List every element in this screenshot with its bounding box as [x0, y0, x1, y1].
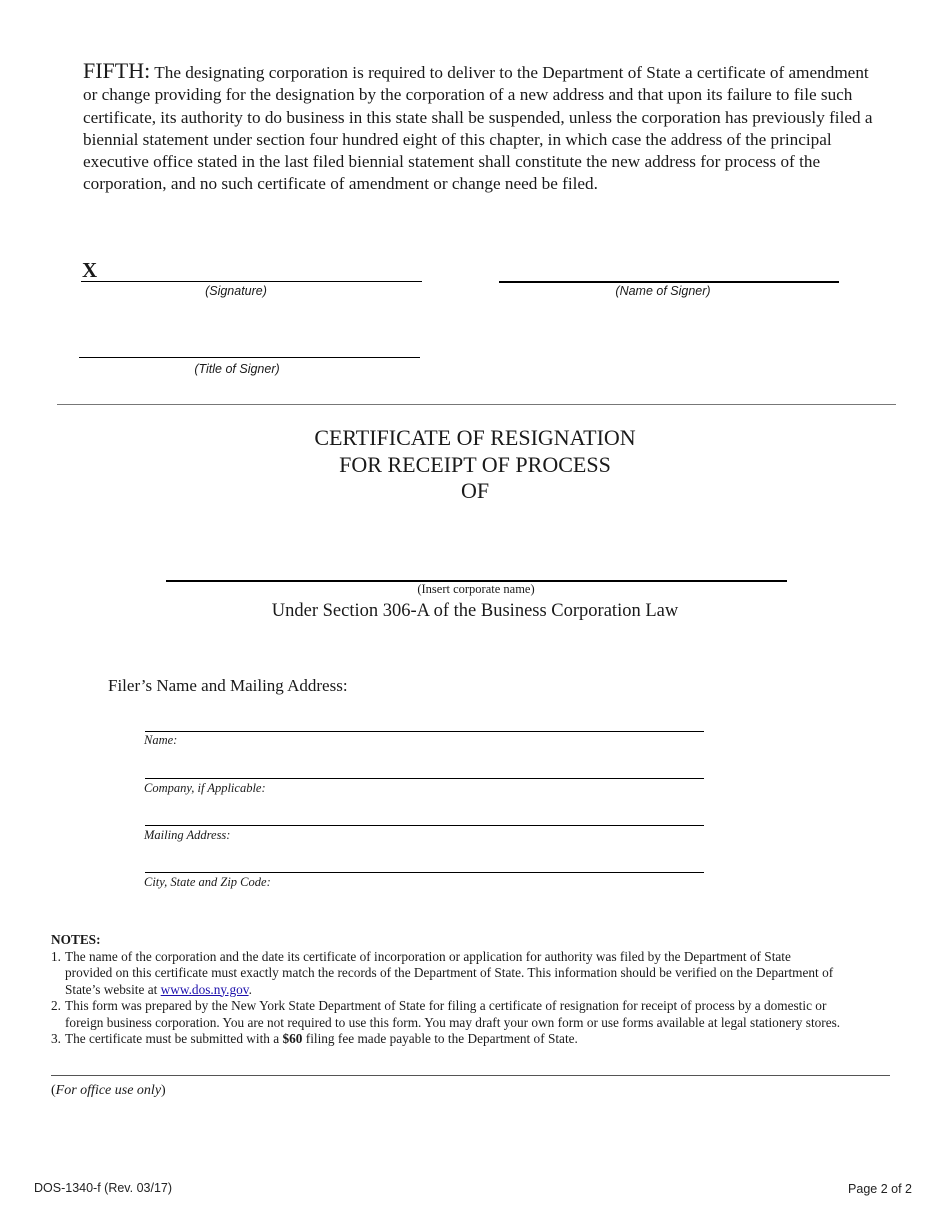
signature-caption: (Signature): [205, 284, 267, 298]
filer-city-label: City, State and Zip Code:: [144, 875, 271, 889]
filing-fee: $60: [282, 1031, 303, 1046]
note-3-pre: The certificate must be submitted with a: [65, 1031, 283, 1046]
name-of-signer-line[interactable]: [499, 281, 839, 283]
note-2: [51, 998, 841, 1031]
office-use-text: For office use only: [55, 1083, 162, 1098]
note-1-text: The name of the corporation and the date its certificate of incorporation or application for authority was filed by the Department of State provided on this certificate must exactly match the records of the Department of State. This information should be verified on the Department of State’s website at: [65, 948, 834, 997]
note-1: [51, 949, 841, 999]
filer-name-line[interactable]: [145, 731, 704, 732]
note-3: [51, 1031, 841, 1048]
certificate-title: [0, 425, 950, 505]
title-line-2: FOR RECEIPT OF PROCESS: [339, 451, 611, 477]
form-identifier: DOS-1340-f (Rev. 03/17): [34, 1181, 173, 1195]
notes-divider: [51, 1075, 890, 1076]
note-3-number: 3.: [51, 1031, 61, 1046]
note-1-body: [65, 949, 841, 999]
dos-website-link[interactable]: www.dos.ny.gov: [160, 981, 249, 997]
filer-address-label: Mailing Address:: [144, 828, 231, 842]
filer-company-line[interactable]: [145, 778, 704, 779]
filer-city-line[interactable]: [145, 872, 704, 873]
filer-name-label: Name:: [144, 733, 178, 747]
note-3-post: filing fee made payable to the Department of State.: [302, 1031, 578, 1046]
filer-heading: Filer’s Name and Mailing Address:: [108, 676, 348, 695]
title-line-1: CERTIFICATE OF RESIGNATION: [314, 425, 636, 450]
note-1-end: .: [248, 981, 252, 997]
office-use-label: [51, 1083, 166, 1099]
corporate-name-caption: (Insert corporate name): [417, 582, 535, 596]
filer-company-label: Company, if Applicable:: [144, 781, 266, 795]
signature-mark: X: [82, 258, 98, 282]
page-number: Page 2 of 2: [848, 1182, 912, 1196]
title-of-signer-caption: (Title of Signer): [194, 362, 280, 376]
section-divider: [57, 404, 896, 405]
note-2-number: 2.: [51, 998, 61, 1013]
fifth-text: The designating corporation is required to deliver to the Department of State a certificate of amendment or change providing for the designation by the corporation of a new address and that upon its failure to file such certificate, its authority to do business in this state shall be suspended, unless the corporation has previously filed a biennial statement under section four hundred eight of this chapter, in which case the address of the principal executive office stated in the last filed biennial statement shall constitute the new address for process of the corporation, and no such certificate of amendment or change need be filed.: [83, 63, 873, 194]
law-reference: Under Section 306-A of the Business Corporation Law: [271, 601, 679, 621]
title-line-3: OF: [460, 478, 490, 503]
notes-heading: NOTES:: [51, 932, 101, 947]
office-use-open: (: [51, 1083, 56, 1098]
fifth-paragraph: [83, 60, 883, 196]
signature-line[interactable]: [81, 281, 422, 282]
name-of-signer-caption: (Name of Signer): [615, 284, 711, 298]
notes-section: [51, 932, 841, 1048]
note-1-number: 1.: [51, 948, 61, 964]
title-of-signer-line[interactable]: [79, 357, 420, 358]
note-3-body: [65, 1031, 578, 1048]
note-2-text: This form was prepared by the New York State Department of State for filing a certificate of resignation for receipt of process by a domestic or foreign business corporation. You are not required to use this form. You may draft your own form or use forms available at legal stationery stores.: [65, 998, 841, 1030]
office-use-close: ): [161, 1083, 166, 1098]
filer-address-line[interactable]: [145, 825, 704, 826]
fifth-label: FIFTH:: [83, 58, 151, 83]
